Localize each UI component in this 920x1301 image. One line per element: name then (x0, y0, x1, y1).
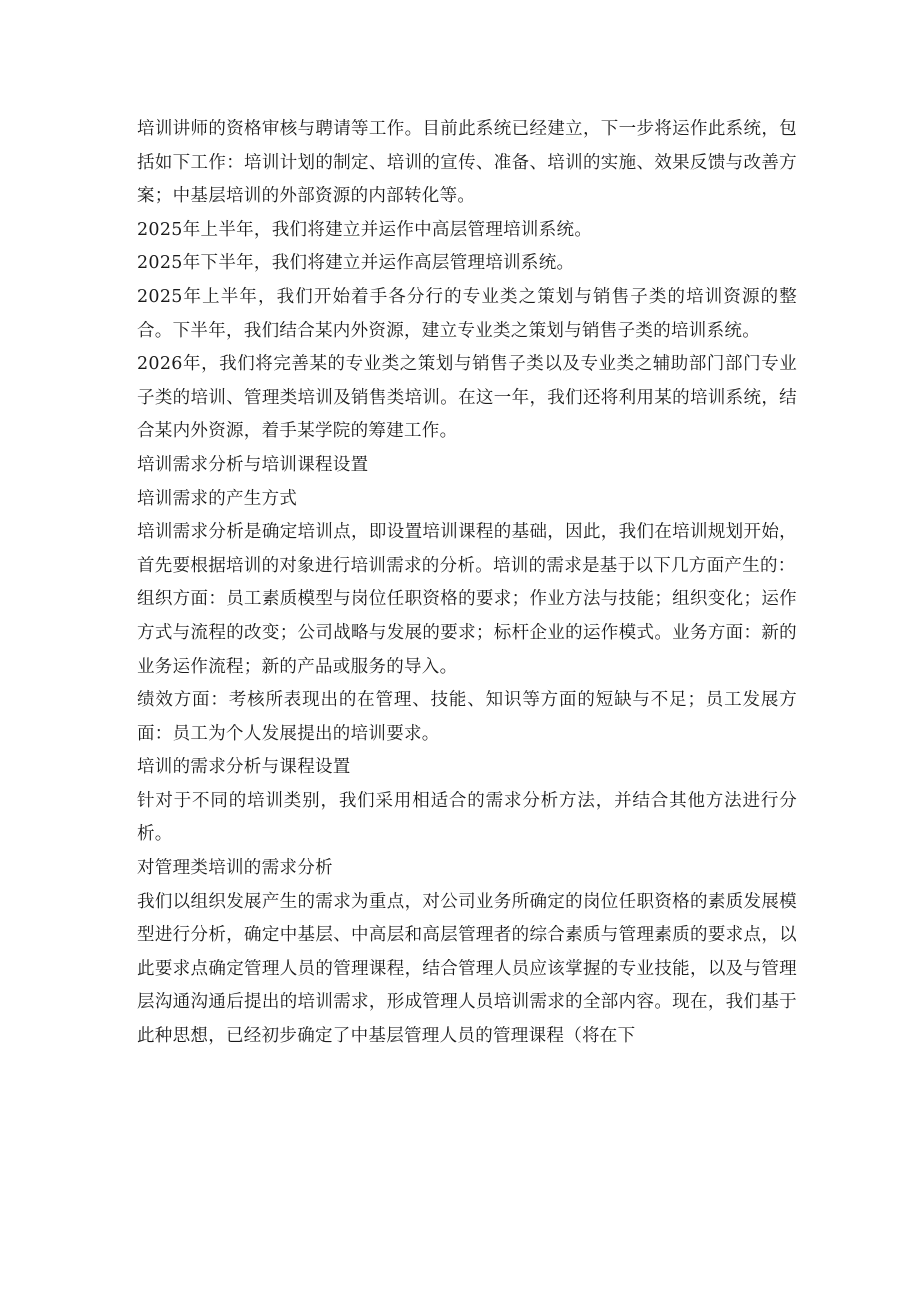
paragraph-organization-aspect: 组织方面：员工素质模型与岗位任职资格的要求；作业方法与技能；组织变化；运作方式与流程的改变；公司战略与发展的要求；标杆企业的运作模式。业务方面：新的业务运作流程；新的产品或服务的导入。 (137, 589, 797, 677)
paragraph-2026-plan: 2026年，我们将完善某的专业类之策划与销售子类以及专业类之辅助部门部门专业子类的培训、管理类培训及销售类培训。在这一年，我们还将利用某的培训系统，结合某内外资源，着手某学院的筹建工作。 (137, 354, 797, 442)
paragraph-2025-branch-resources: 2025年上半年，我们开始着手各分行的专业类之策划与销售子类的培训资源的整合。下半年，我们结合某内外资源，建立专业类之策划与销售子类的培训系统。 (137, 286, 797, 341)
heading-management-needs-analysis: 对管理类培训的需求分析 (137, 858, 333, 879)
heading-needs-analysis-and-courses: 培训的需求分析与课程设置 (137, 757, 351, 778)
paragraph-2025-first-half-mid-high: 2025年上半年，我们将建立并运作中高层管理培训系统。 (137, 219, 593, 240)
paragraph-trainer-qualification: 培训讲师的资格审核与聘请等工作。目前此系统已经建立，下一步将运作此系统，包括如下工作：培训计划的制定、培训的宣传、准备、培训的实施、效果反馈与改善方案；中基层培训的外部资源的内部转化等。 (137, 119, 797, 207)
paragraph-needs-analysis-basis: 培训需求分析是确定培训点，即设置培训课程的基础，因此，我们在培训规划开始，首先要根据培训的对象进行培训需求的分析。培训的需求是基于以下几方面产生的： (137, 522, 797, 576)
paragraph-performance-aspect: 绩效方面：考核所表现出的在管理、技能、知识等方面的短缺与不足；员工发展方面：员工为个人发展提出的培训要求。 (137, 690, 797, 744)
document-body (137, 113, 797, 1054)
paragraph-analysis-methods: 针对于不同的培训类别，我们采用相适合的需求分析方法，并结合其他方法进行分析。 (137, 790, 797, 845)
heading-needs-origin: 培训需求的产生方式 (137, 488, 298, 509)
paragraph-2025-second-half-high: 2025年下半年，我们将建立并运作高层管理培训系统。 (137, 253, 575, 274)
heading-needs-analysis-course-setup: 培训需求分析与培训课程设置 (137, 454, 369, 475)
paragraph-management-needs-detail: 我们以组织发展产生的需求为重点，对公司业务所确定的岗位任职资格的素质发展模型进行分析，确定中基层、中高层和高层管理者的综合素质与管理素质的要求点，以此要求点确定管理人员的管理课程，结合管理人员应该掌握的专业技能，以及与管理层沟通沟通后提出的培训需求，形成管理人员培训需求的全部内容。现在，我们基于此种思想，已经初步确定了中基层管理人员的管理课程（将在下 (137, 891, 797, 1047)
